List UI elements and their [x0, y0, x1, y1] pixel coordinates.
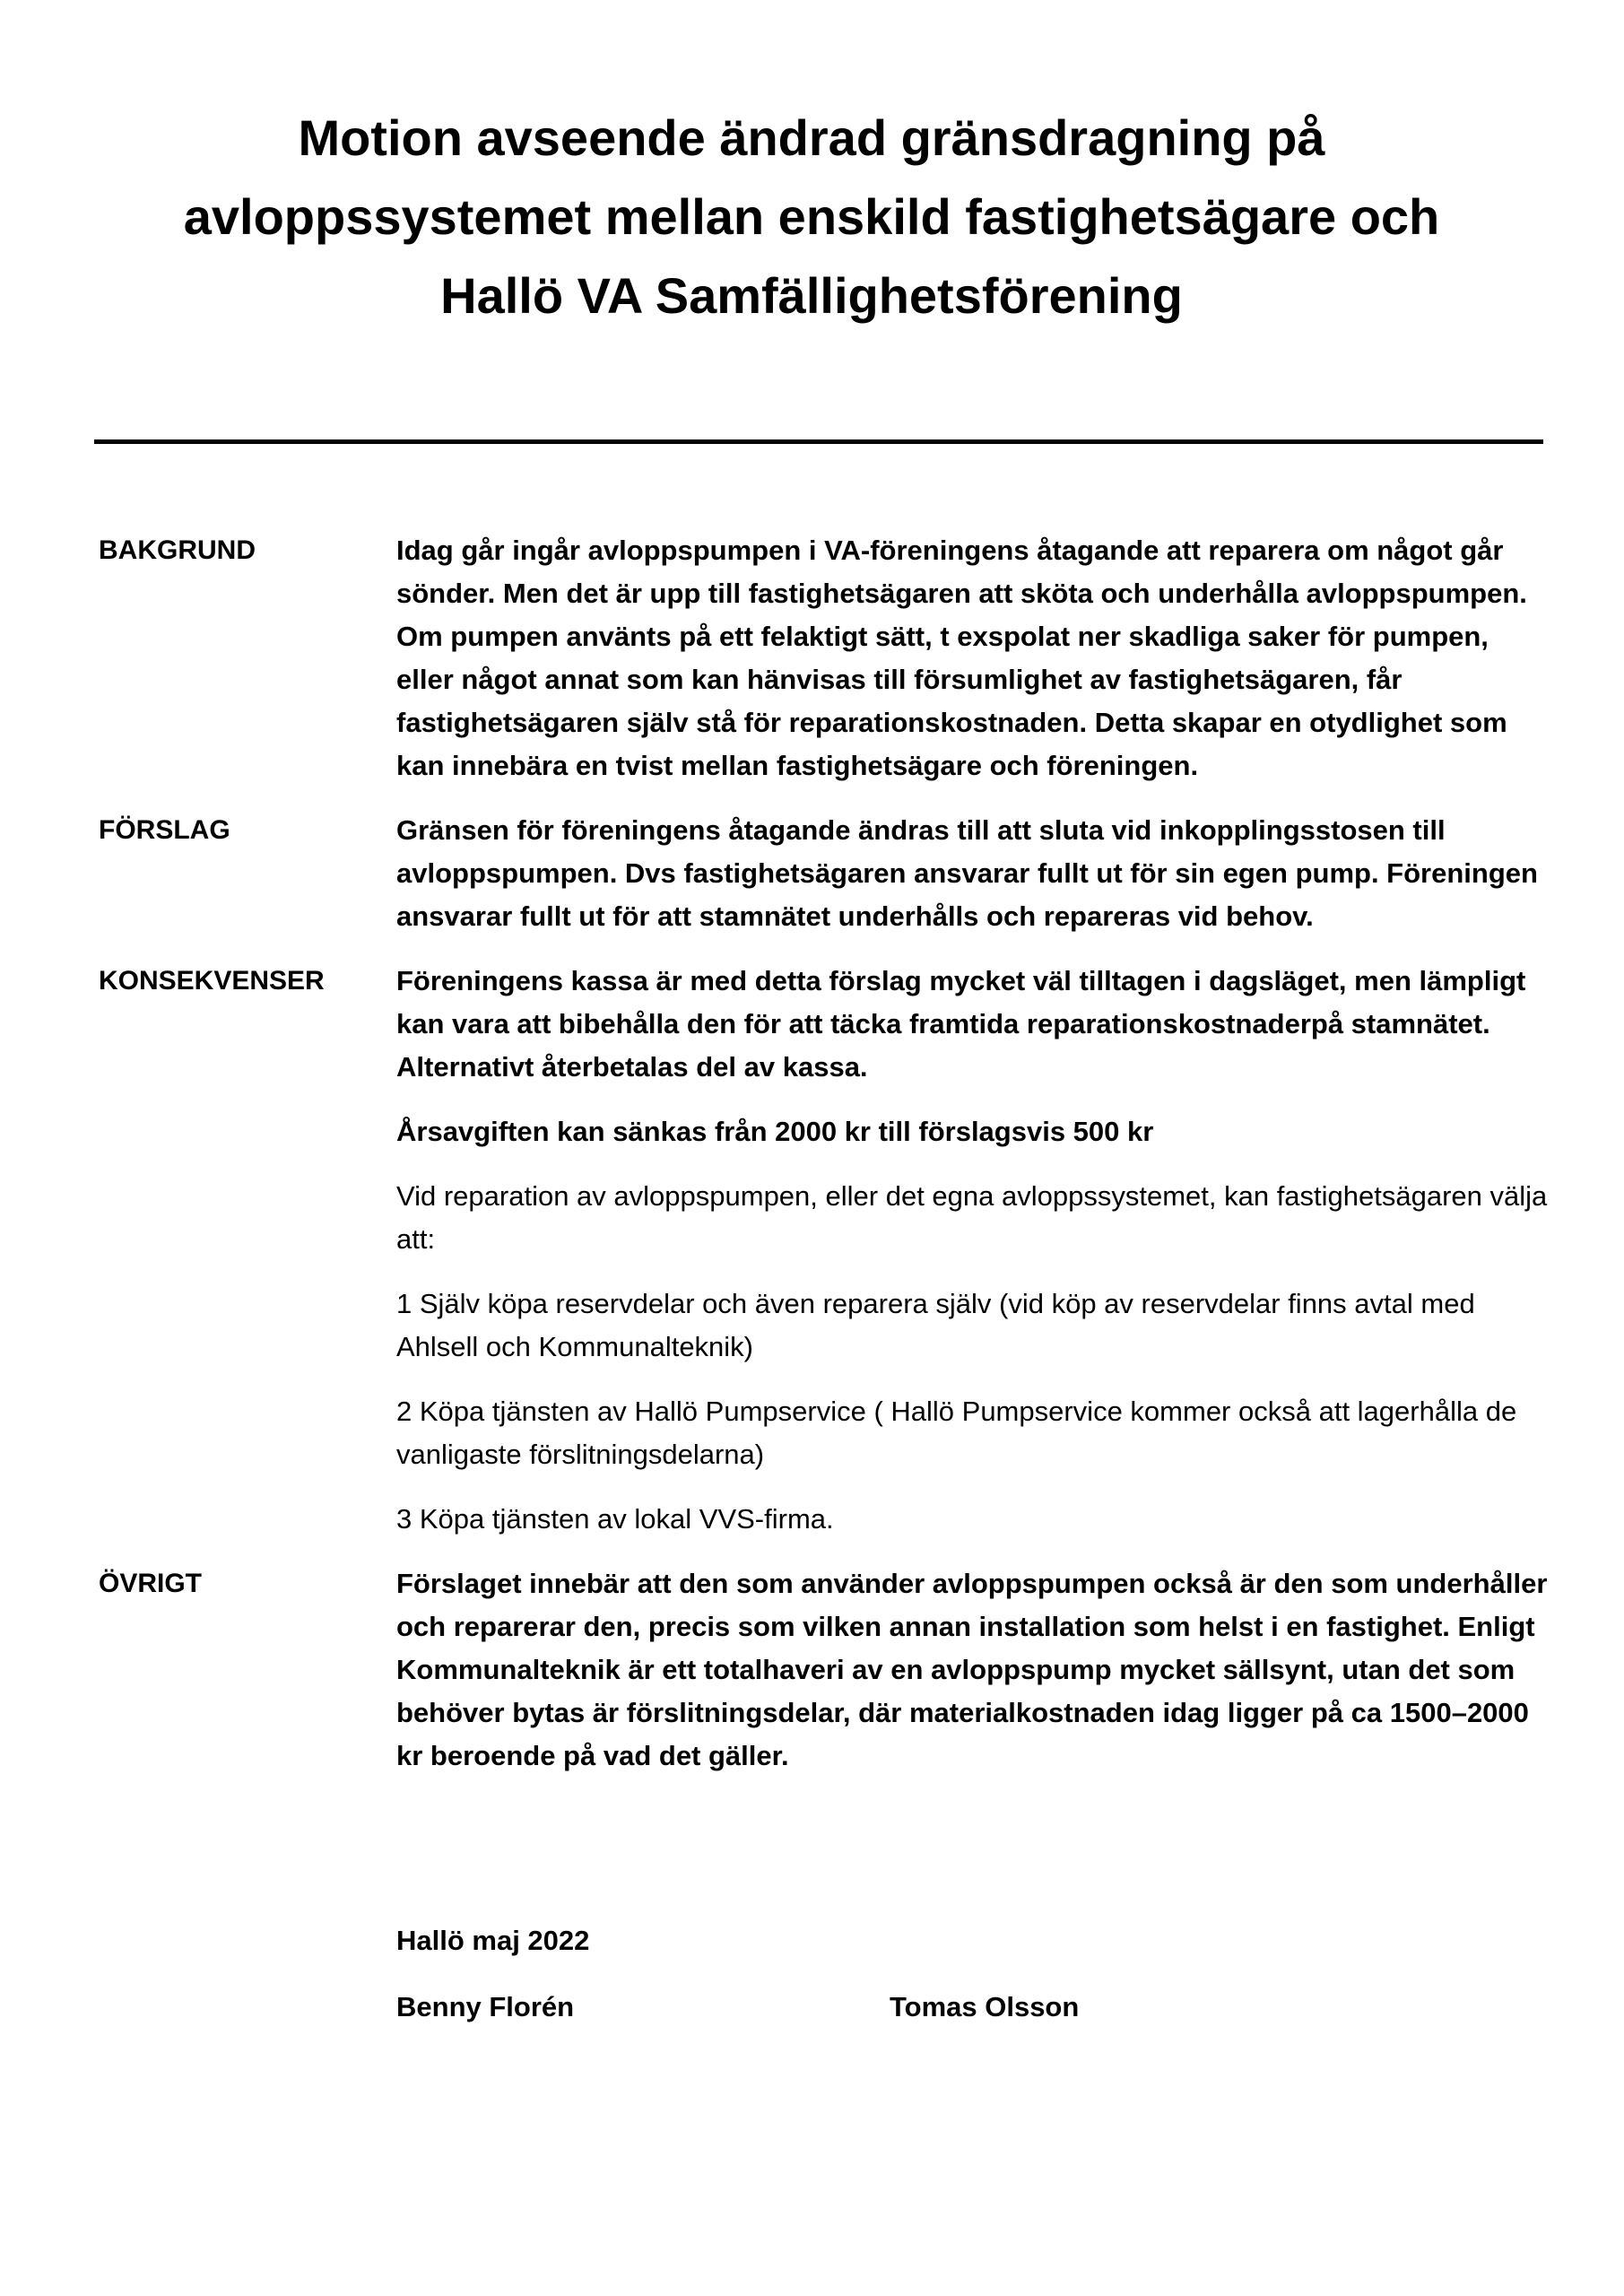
signer-name: Benny Florén [396, 1991, 575, 2022]
section-label: BAKGRUND [99, 535, 256, 565]
signer-name: Tomas Olsson [890, 1991, 1080, 2022]
option-item: 3 Köpa tjänsten av lokal VVS-firma. [396, 1503, 834, 1535]
option-item: 1 Själv köpa reservdelar och även reparera själv (vid köp av reservdelar finns avtal med Ahlsell och Kommunalteknik) [396, 1288, 1475, 1362]
section-forslag [0, 809, 1624, 938]
document-body [0, 529, 1624, 1799]
document-title-line: Hallö VA Samfällighetsförening [440, 267, 1183, 324]
place-date: Hallö maj 2022 [396, 1925, 590, 1956]
section-label: KONSEKVENSER [99, 966, 325, 996]
section-label: FÖRSLAG [99, 815, 230, 845]
section-bakgrund [0, 529, 1624, 787]
annual-fee-paragraph: Årsavgiften kan sänkas från 2000 kr till förslagsvis 500 kr [396, 1116, 1154, 1147]
option-item: 2 Köpa tjänsten av Hallö Pumpservice ( Hallö Pumpservice kommer också att lagerhålla de vanligaste förslitningsdelarna) [396, 1396, 1517, 1470]
section-paragraph: Vid reparation av avloppspumpen, eller det egna avloppssystemet, kan fastighetsägaren välja att: [396, 1180, 1548, 1255]
section-paragraph: Förslaget innebär att den som använder avloppspumpen också är den som underhåller och reparerar den, precis som vilken annan installation som helst i en fastighet. Enligt Kommunalteknik är ett totalhaveri av en avloppspump mycket sällsynt, utan det som behöver bytas är förslitningsdelar, där materialkostnaden idag ligger på ca 1500–2000 kr beroende på vad det gäller. [396, 1568, 1548, 1771]
signers [396, 1986, 1472, 2029]
section-konsekvenser [0, 960, 1624, 1541]
section-paragraph: Idag går ingår avloppspumpen i VA-föreningens åtagande att reparera om något går sönder. Men det är upp till fastighetsägaren att sköta och underhålla avloppspumpen. Om pumpen använts på ett felaktigt sätt, t exspolat ner skadliga saker för pumpen, eller något annat som kan hänvisas till försumlighet av fastighetsägaren, får fastighetsägaren själv stå för reparationskostnaden. Detta skapar en otydlighet som kan innebära en tvist mellan fastighetsägare och föreningen. [396, 535, 1527, 781]
closing-block [396, 1919, 1472, 2029]
section-ovrigt [0, 1562, 1624, 1778]
document-title [94, 99, 1529, 335]
section-paragraph: Föreningens kassa är med detta förslag mycket väl tilltagen i dagsläget, men lämpligt kan vara att bibehålla den för att täcka framtida reparationskostnaderpå stamnätet. Alternativt återbetalas del av kassa. [396, 965, 1526, 1083]
document-title-line: Motion avseende ändrad gränsdragning på [298, 109, 1325, 166]
section-paragraph: Gränsen för föreningens åtagande ändras till att sluta vid inkopplingsstosen till avloppspumpen. Dvs fastighetsägaren ansvarar fullt ut för sin egen pump. Föreningen ansvarar fullt ut för att stamnätet underhålls och repareras vid behov. [396, 814, 1538, 932]
title-divider [94, 439, 1543, 444]
document-title-line: avloppssystemet mellan enskild fastighetsägare och [183, 188, 1440, 245]
section-label: ÖVRIGT [99, 1569, 203, 1598]
